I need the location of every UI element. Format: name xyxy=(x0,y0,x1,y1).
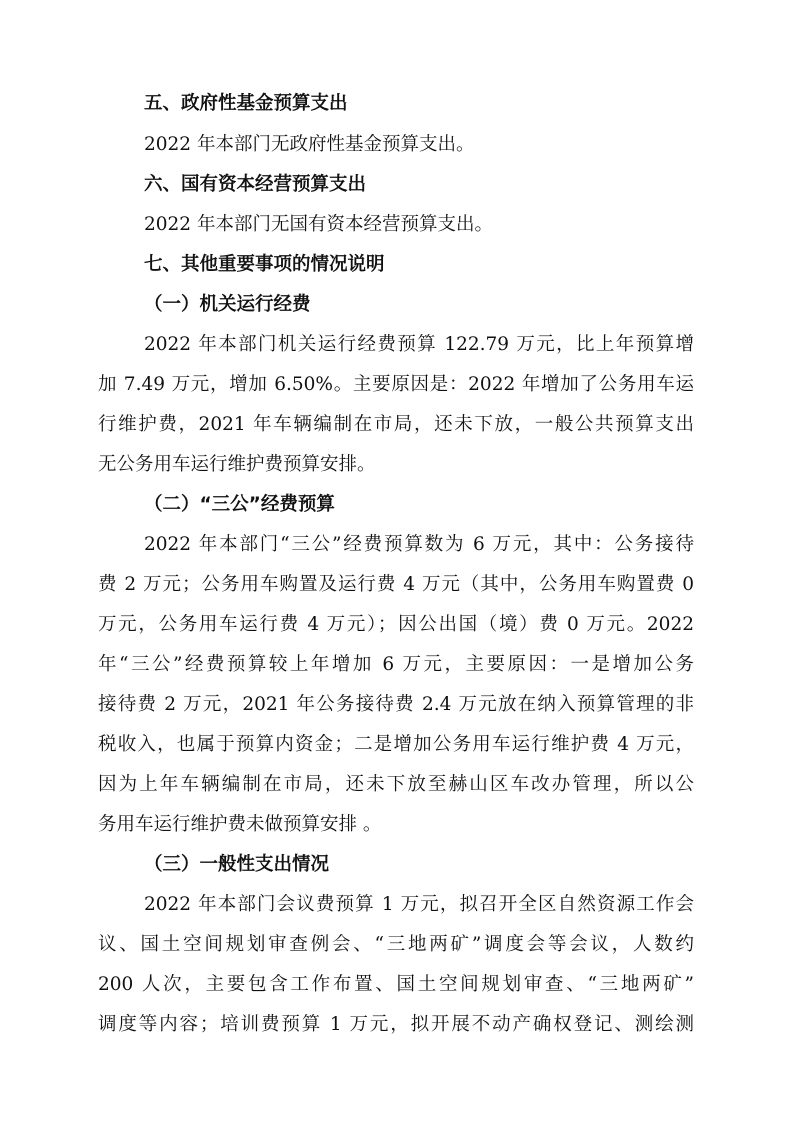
section-7-heading: 七、其他重要事项的情况说明 xyxy=(144,254,385,275)
subsection-2-line: 费 2 万元；公务用车购置及运行费 4 万元（其中，公务用车购置费 0 xyxy=(98,574,694,595)
subsection-2-line: 万元，公务用车运行费 4 万元）；因公出国（境）费 0 万元。2022 xyxy=(98,614,694,635)
subsection-3-line: 议、国土空间规划审查例会、“三地两矿”调度会等会议，人数约 xyxy=(98,934,694,955)
subsection-1-line: 行维护费，2021 年车辆编制在市局，还未下放，一般公共预算支出 xyxy=(98,414,694,435)
subsection-2-line: 税收入，也属于预算内资金；二是增加公务用车运行维护费 4 万元， xyxy=(98,734,694,755)
subsection-1-heading: （一）机关运行经费 xyxy=(144,294,311,315)
section-5-body: 2022 年本部门无政府性基金预算支出。 xyxy=(144,134,475,155)
subsection-2-line: 接待费 2 万元，2021 年公务接待费 2.4 万元放在纳入预算管理的非 xyxy=(98,694,694,715)
subsection-1-line: 2022 年本部门机关运行经费预算 122.79 万元，比上年预算增 xyxy=(144,334,694,355)
subsection-1-line: 加 7.49 万元，增加 6.50%。主要原因是：2022 年增加了公务用车运 xyxy=(98,374,694,395)
subsection-2-heading: （二）“三公”经费预算 xyxy=(144,494,335,515)
subsection-3-line: 200 人次，主要包含工作布置、国土空间规划审查、“三地两矿” xyxy=(98,974,694,995)
subsection-3-heading: （三）一般性支出情况 xyxy=(144,854,330,875)
section-6-heading: 六、国有资本经营预算支出 xyxy=(144,174,367,195)
subsection-3-line: 2022 年本部门会议费预算 1 万元，拟召开全区自然资源工作会 xyxy=(144,894,694,915)
subsection-2-line: 因为上年车辆编制在市局，还未下放至赫山区车改办管理，所以公 xyxy=(98,774,694,795)
subsection-1-line: 无公务用车运行维护费预算安排。 xyxy=(98,454,376,475)
subsection-3-line: 调度等内容；培训费预算 1 万元，拟开展不动产确权登记、测绘测 xyxy=(98,1014,694,1035)
section-6-body: 2022 年本部门无国有资本经营预算支出。 xyxy=(144,214,493,235)
subsection-2-line: 2022 年本部门“三公”经费预算数为 6 万元，其中：公务接待 xyxy=(144,534,694,555)
section-5-heading: 五、政府性基金预算支出 xyxy=(144,93,348,114)
subsection-2-line: 务用车运行维护费未做预算安排 。 xyxy=(98,814,382,835)
subsection-2-line: 年“三公”经费预算较上年增加 6 万元，主要原因：一是增加公务 xyxy=(98,654,694,675)
